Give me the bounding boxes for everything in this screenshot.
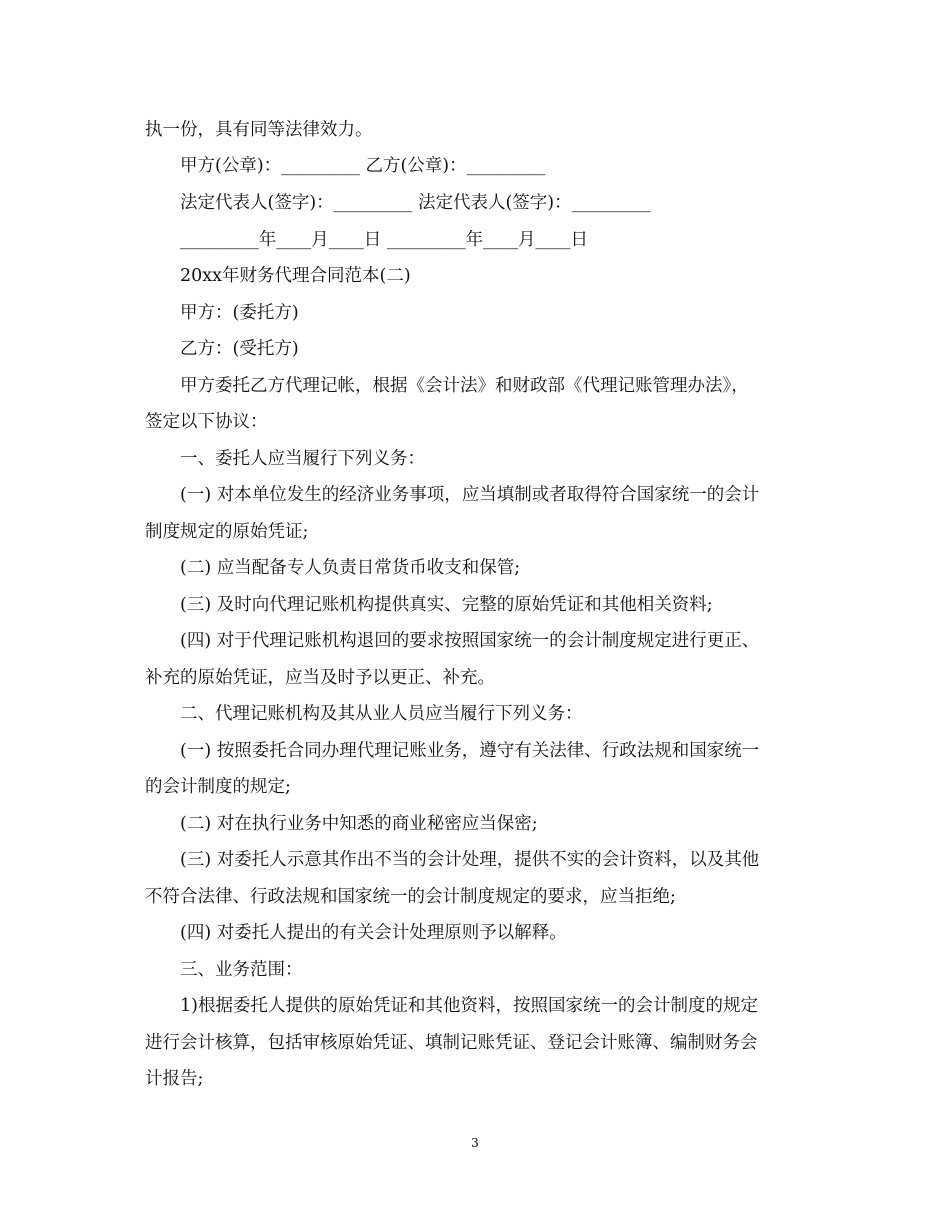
- text-line: 制度规定的原始凭证;: [145, 522, 309, 542]
- text-line: (一) 按照委托合同办理代理记账业务，遵守有关法律、行政法规和国家统一: [180, 741, 760, 761]
- text-line: 1)根据委托人提供的原始凭证和其他资料，按照国家统一的会计制度的规定: [180, 996, 758, 1016]
- section-title: 20xx年财务代理合同范本(二): [180, 266, 411, 286]
- text-line: 甲方：(委托方): [180, 303, 299, 323]
- text-line: 甲方委托乙方代理记帐，根据《会计法》和财政部《代理记账管理办法》，: [180, 376, 749, 396]
- text-line: 进行会计核算，包括审核原始凭证、填制记账凭证、登记会计账簿、编制财务会: [145, 1033, 758, 1053]
- text-line: (四) 对于代理记账机构退回的要求按照国家统一的会计制度规定进行更正、: [180, 631, 760, 651]
- text-line: 甲方(公章)：_________ 乙方(公章)：_________: [180, 156, 546, 176]
- text-line: 不符合法律、行政法规和国家统一的会计制度规定的要求，应当拒绝;: [145, 887, 676, 907]
- text-line: 执一份，具有同等法律效力。: [145, 120, 373, 140]
- text-line: 的会计制度的规定;: [145, 777, 291, 797]
- page-number: 3: [471, 1136, 479, 1150]
- text-line: (三) 对委托人示意其作出不当的会计处理，提供不实的会计资料，以及其他: [180, 850, 760, 870]
- text-line: _________年____月____日 _________年____月____日: [180, 230, 589, 250]
- text-line: (二) 应当配备专人负责日常货币收支和保管;: [180, 558, 521, 578]
- text-line: 乙方：(受托方): [180, 339, 299, 359]
- text-line: (一) 对本单位发生的经济业务事项，应当填制或者取得符合国家统一的会计: [180, 485, 760, 505]
- text-line: 一、委托人应当履行下列义务：: [180, 449, 425, 469]
- text-line: 签定以下协议：: [145, 412, 268, 432]
- text-line: (四) 对委托人提出的有关会计处理原则予以解释。: [180, 923, 567, 943]
- text-line: 补充的原始凭证，应当及时予以更正、补充。: [145, 668, 495, 688]
- text-line: 计报告;: [145, 1069, 204, 1089]
- text-line: 二、代理记账机构及其从业人员应当履行下列义务：: [180, 704, 583, 724]
- text-line: 三、业务范围：: [180, 960, 303, 980]
- text-line: (二) 对在执行业务中知悉的商业秘密应当保密;: [180, 814, 538, 834]
- text-line: 法定代表人(签字)：_________ 法定代表人(签字)：_________: [180, 193, 651, 213]
- text-line: (三) 及时向代理记账机构提供真实、完整的原始凭证和其他相关资料;: [180, 595, 713, 615]
